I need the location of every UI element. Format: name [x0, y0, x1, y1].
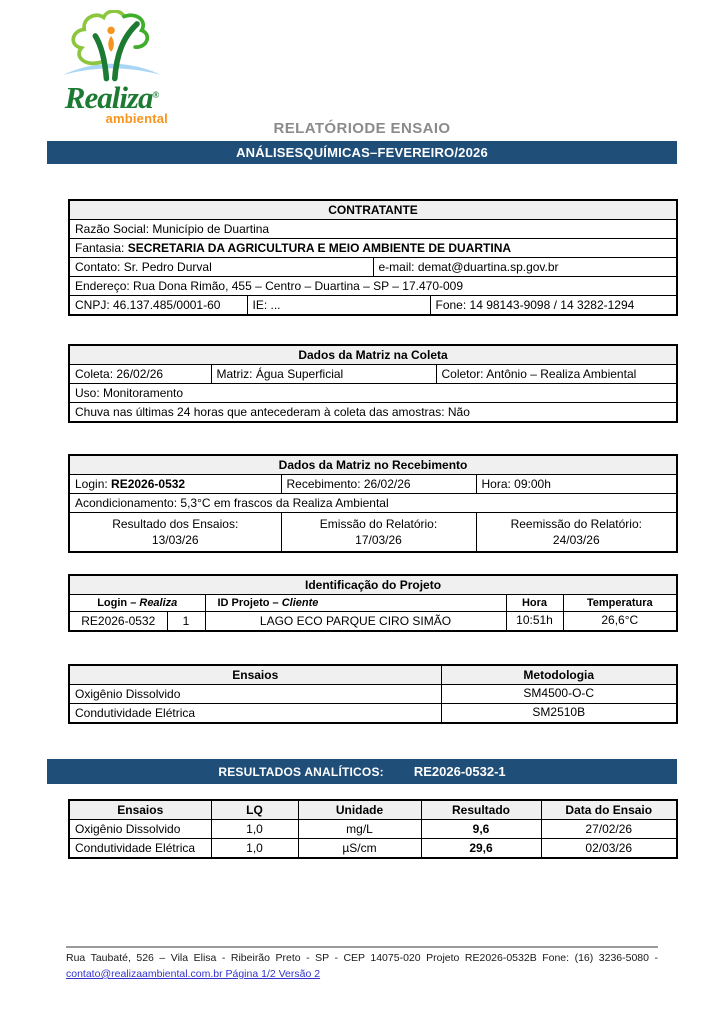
table-row [69, 839, 677, 859]
res-unidade-cell: µS/cm [298, 839, 421, 859]
acondicionamento-cell: Acondicionamento: 5,3°C em frascos da Realiza Ambiental [69, 494, 677, 513]
resultado-ensaios-cell [69, 513, 281, 553]
hora-header-cell: Hora [506, 595, 563, 612]
logo-wordmark [42, 82, 182, 113]
footer-address: Rua Taubaté, 526 – Vila Elisa - Ribeirão Preto - SP - CEP 14075-020 Projeto RE2026-0532B Fone: (16) 3236-5080 - [66, 952, 658, 964]
res-lq-cell: 1,0 [211, 839, 298, 859]
coletor-cell: Coletor: Antônio – Realiza Ambiental [436, 365, 677, 384]
table-row [69, 365, 677, 384]
cnpj-cell: CNPJ: 46.137.485/0001-60 [69, 296, 247, 316]
matriz-cell: Matriz: Água Superficial [211, 365, 436, 384]
login-label: Login: [75, 477, 112, 491]
table-header-row [69, 200, 677, 220]
table-header-row [69, 345, 677, 365]
table-row [69, 820, 677, 839]
resultado-date: 13/03/26 [151, 533, 199, 548]
projeto-title: Identificação do Projeto [69, 575, 677, 595]
metodo-cell: SM2510B [441, 704, 677, 724]
footer [66, 946, 658, 983]
projeto-hora-cell: 10:51h [506, 612, 563, 632]
reemissao-cell [476, 513, 677, 553]
table-row [69, 220, 677, 239]
table-header-row [69, 575, 677, 595]
table-row [69, 258, 677, 277]
recebimento-table [68, 454, 678, 553]
resultados-banner [47, 759, 677, 784]
temperatura-header-cell: Temperatura [563, 595, 677, 612]
endereco-cell: Endereço: Rua Dona Rimão, 455 – Centro – Duartina – SP – 17.470-009 [69, 277, 677, 296]
footer-links [66, 967, 658, 983]
table-row [69, 296, 677, 316]
resultado-label: Resultado dos Ensaios: [112, 517, 239, 531]
coleta-table [68, 344, 678, 423]
fone-cell: Fone: 14 98143-9098 / 14 3282-1294 [430, 296, 677, 316]
reemissao-date: 24/03/26 [552, 533, 600, 548]
table-header-row [69, 455, 677, 475]
table-row [69, 494, 677, 513]
resultados-table [68, 799, 678, 859]
res-header-ensaios: Ensaios [69, 800, 211, 820]
tree-icon [53, 10, 171, 86]
res-ensaio-cell: Condutividade Elétrica [69, 839, 211, 859]
metodo-cell: SM4500-O-C [441, 685, 677, 704]
logo-name-text: Realiza [64, 80, 153, 115]
coleta-data-cell: Coleta: 26/02/26 [69, 365, 211, 384]
res-data-cell: 27/02/26 [541, 820, 677, 839]
table-row [69, 513, 677, 553]
login-header-em: Realiza [139, 597, 178, 609]
razao-social-cell: Razão Social: Município de Duartina [69, 220, 677, 239]
ensaio-cell: Condutividade Elétrica [69, 704, 441, 724]
chuva-cell: Chuva nas últimas 24 horas que antecederam à coleta das amostras: Não [69, 403, 677, 423]
email-cell: e-mail: demat@duartina.sp.gov.br [373, 258, 677, 277]
recebimento-title: Dados da Matriz no Recebimento [69, 455, 677, 475]
id-header-em: Cliente [281, 597, 319, 609]
res-header-lq: LQ [211, 800, 298, 820]
table-row [69, 403, 677, 423]
uso-cell: Uso: Monitoramento [69, 384, 677, 403]
fantasia-label: Fantasia: [75, 241, 128, 255]
resultados-banner-label: RESULTADOS ANALÍTICOS: [218, 764, 384, 779]
footer-page-info: Página 1/2 Versão 2 [222, 967, 321, 980]
recebimento-date-cell: Recebimento: 26/02/26 [281, 475, 476, 494]
res-header-unidade: Unidade [298, 800, 421, 820]
table-row [69, 612, 677, 632]
projeto-id-cell: LAGO ECO PARQUE CIRO SIMÃO [205, 612, 506, 632]
registered-mark: ® [152, 90, 160, 100]
hora-cell: Hora: 09:00h [476, 475, 677, 494]
fantasia-cell [69, 239, 677, 258]
projeto-seq-cell: 1 [167, 612, 205, 632]
res-lq-cell: 1,0 [211, 820, 298, 839]
resultados-banner-code: RE2026-0532-1 [413, 764, 506, 779]
table-row [69, 384, 677, 403]
footer-divider [66, 946, 658, 948]
contratante-table [68, 199, 678, 316]
table-row [69, 475, 677, 494]
login-header-cell [69, 595, 205, 612]
login-header-label: Login – [97, 597, 140, 609]
emissao-date: 17/03/26 [355, 533, 402, 548]
res-ensaio-cell: Oxigênio Dissolvido [69, 820, 211, 839]
res-header-data: Data do Ensaio [541, 800, 677, 820]
reemissao-label: Reemissão do Relatório: [510, 517, 642, 531]
ensaio-cell: Oxigênio Dissolvido [69, 685, 441, 704]
realiza-logo [42, 10, 182, 126]
page-title: RELATÓRIODE ENSAIO [273, 120, 451, 137]
fantasia-value: SECRETARIA DA AGRICULTURA E MEIO AMBIENTE DE DUARTINA [127, 241, 512, 255]
projeto-temp-cell: 26,6°C [563, 612, 677, 632]
login-cell [69, 475, 281, 494]
projeto-login-cell: RE2026-0532 [69, 612, 167, 632]
ensaios-header-cell: Ensaios [69, 665, 441, 685]
id-header-label: ID Projeto – [217, 597, 282, 609]
login-value: RE2026-0532 [111, 477, 186, 491]
res-header-resultado: Resultado [421, 800, 541, 820]
projeto-table [68, 574, 678, 632]
table-row [69, 277, 677, 296]
contact-email-link[interactable]: contato@realizaambiental.com.br [66, 967, 223, 980]
column-header-row [69, 595, 677, 612]
contato-cell: Contato: Sr. Pedro Durval [69, 258, 373, 277]
table-row [69, 704, 677, 724]
id-projeto-header-cell [205, 595, 506, 612]
res-data-cell: 02/03/26 [541, 839, 677, 859]
metodologia-table [68, 664, 678, 724]
metodologia-header-cell: Metodologia [441, 665, 677, 685]
coleta-title: Dados da Matriz na Coleta [69, 345, 677, 365]
table-row [69, 685, 677, 704]
month-banner: ANÁLISESQUÍMICAS–FEVEREIRO/2026 [47, 141, 677, 164]
res-unidade-cell: mg/L [298, 820, 421, 839]
ie-cell: IE: ... [247, 296, 430, 316]
emissao-cell [281, 513, 476, 553]
res-resultado-cell: 9,6 [421, 820, 541, 839]
column-header-row [69, 800, 677, 820]
contratante-title: CONTRATANTE [69, 200, 677, 220]
emissao-label: Emissão do Relatório: [319, 517, 438, 531]
column-header-row [69, 665, 677, 685]
logo-subtitle: ambiental [105, 111, 168, 126]
res-resultado-cell: 29,6 [421, 839, 541, 859]
table-row [69, 239, 677, 258]
